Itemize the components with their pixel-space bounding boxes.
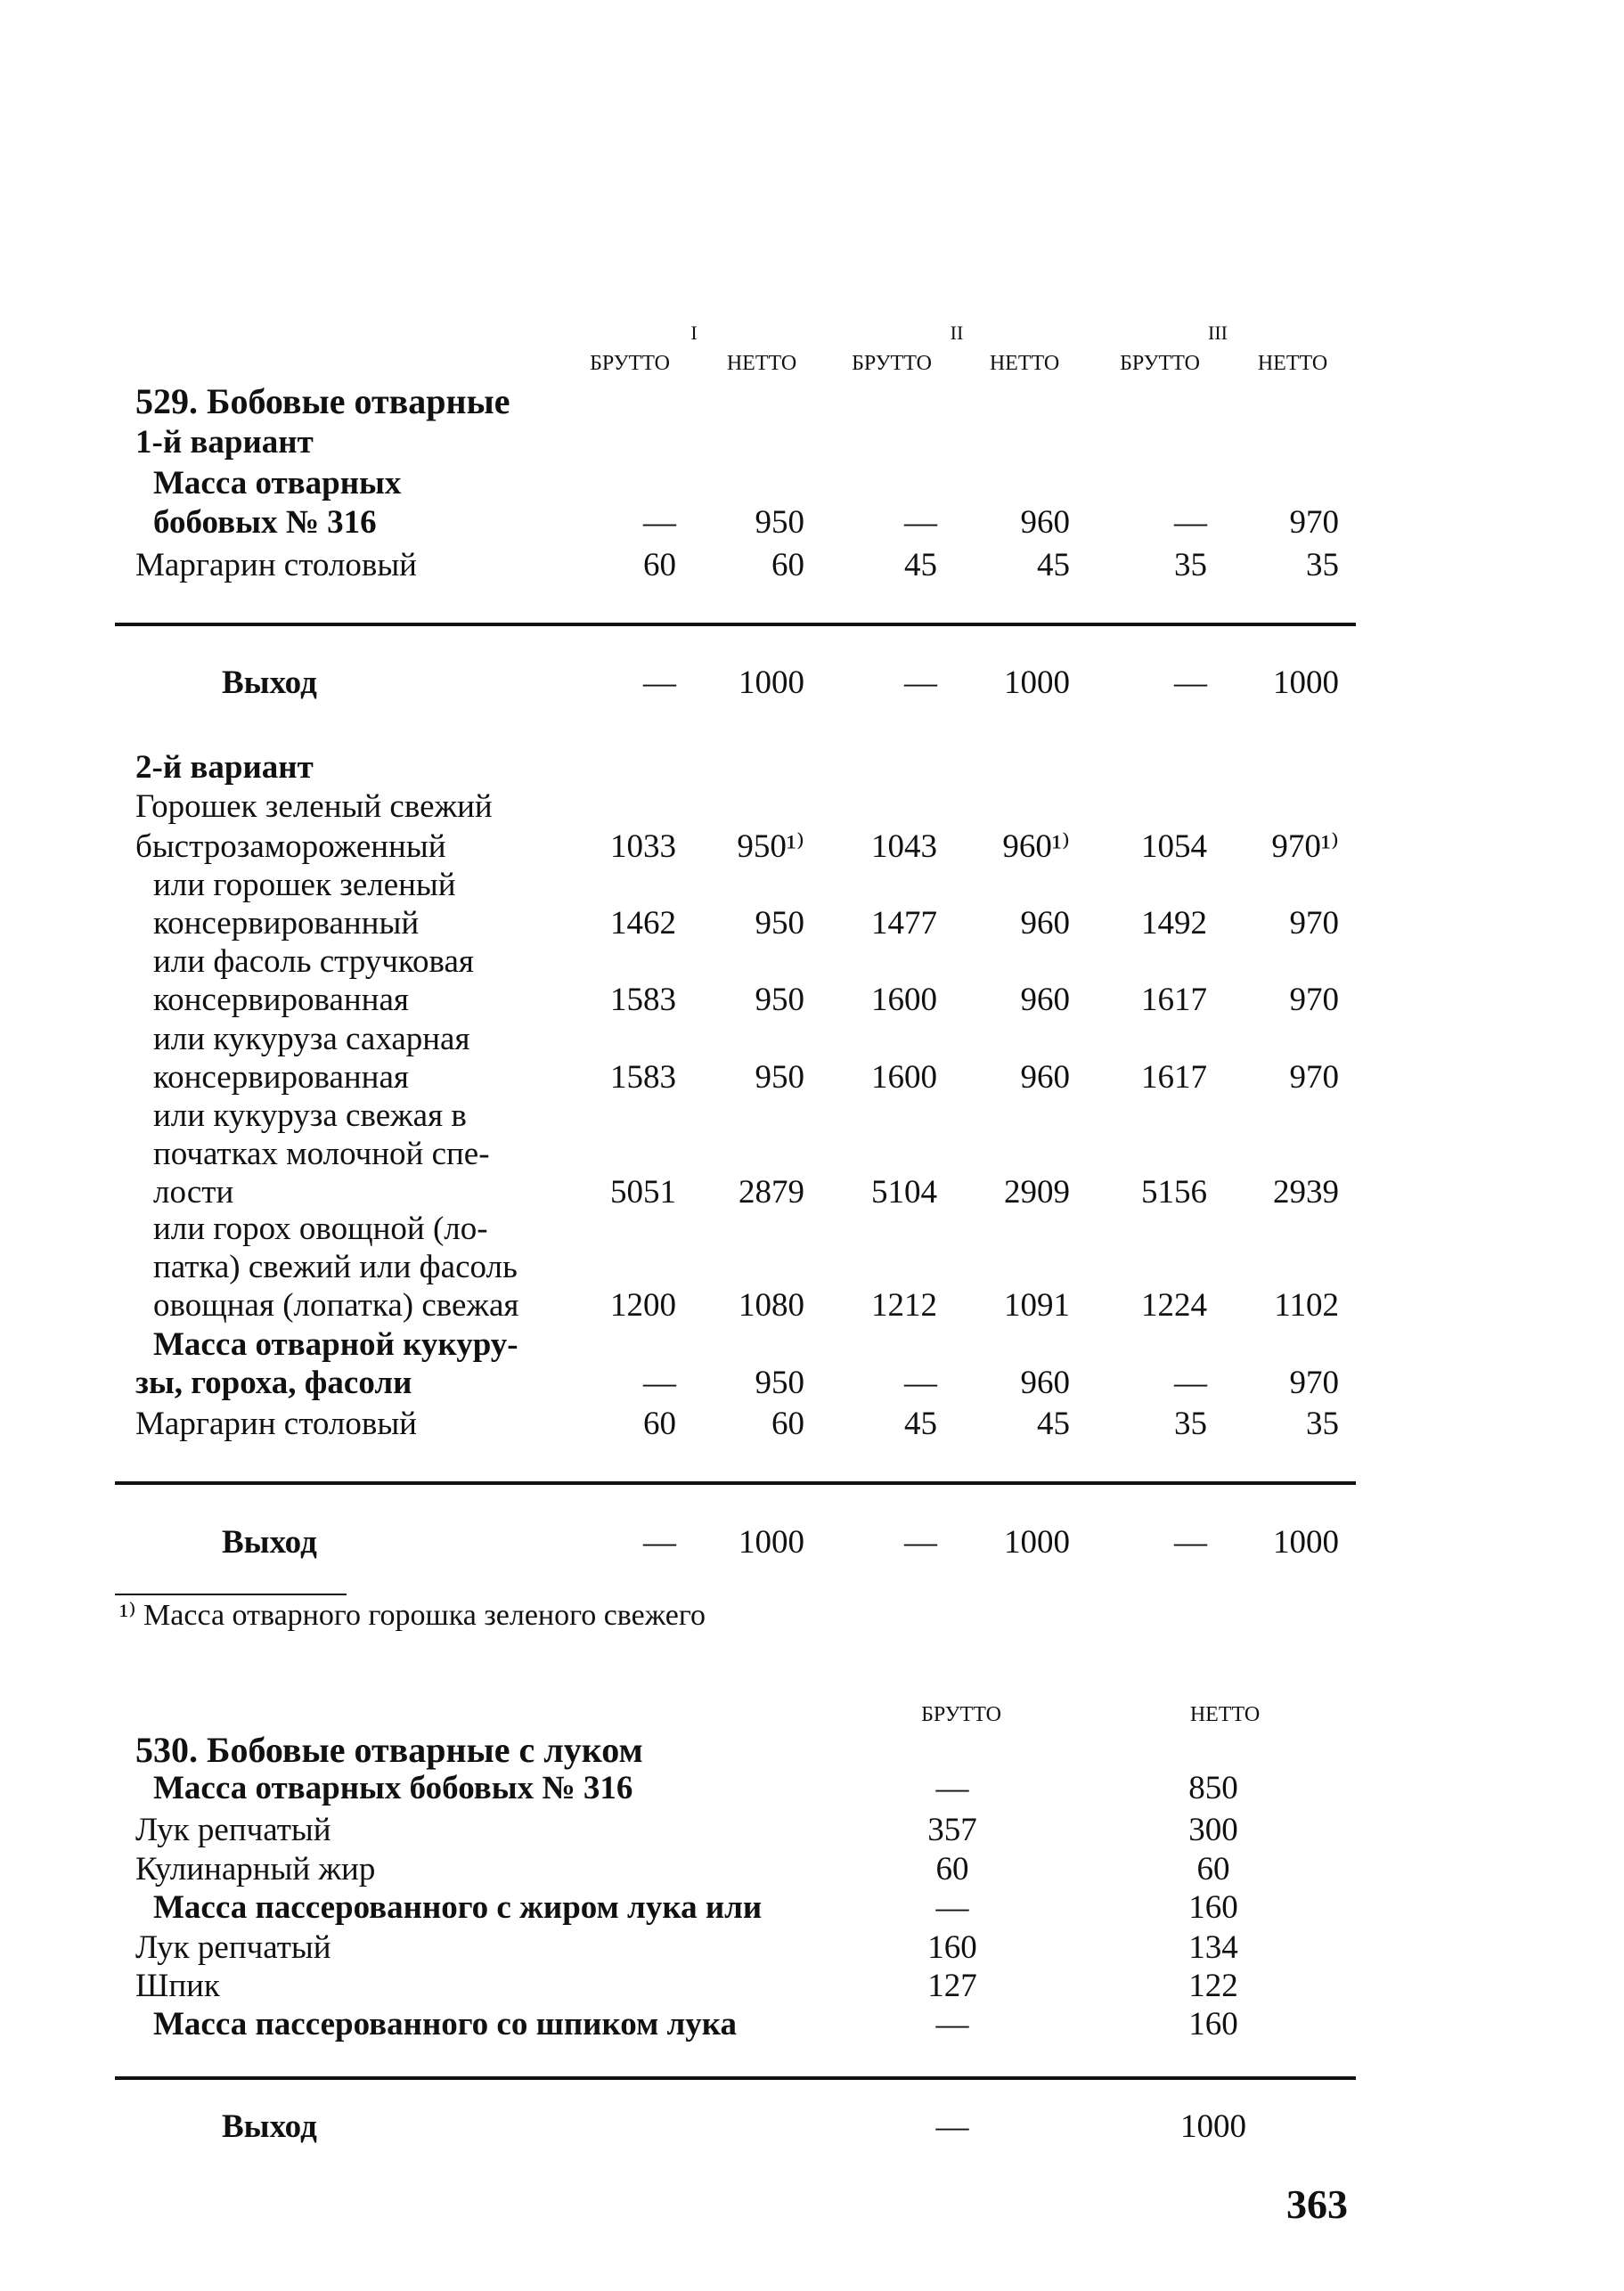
footnote: ¹⁾ Масса отварного горошка зеленого свежего (119, 1599, 706, 1632)
column-header: БРУТТО (921, 1703, 1001, 1726)
quantity-cell: 1600 (871, 1059, 937, 1096)
quantity-cell: 1477 (871, 905, 937, 942)
recipe-title: 529. Бобовые отварные (135, 381, 510, 421)
quantity-cell: 35 (1306, 547, 1339, 583)
quantity-cell: 960¹⁾ (1002, 828, 1070, 865)
quantity-cell: 2939 (1273, 1174, 1339, 1211)
ingredient-label: лости (153, 1174, 234, 1211)
quantity-cell: 1091 (1004, 1287, 1070, 1324)
quantity-cell: 60 (1196, 1851, 1230, 1887)
ingredient-label: початках молочной спе- (153, 1136, 490, 1172)
quantity-cell: 1043 (871, 828, 937, 865)
quantity-cell: 960 (1020, 504, 1070, 541)
quantity-cell: 1617 (1141, 1059, 1207, 1096)
column-group-header: I (690, 322, 698, 344)
quantity-cell: 45 (1037, 547, 1070, 583)
quantity-cell: 950¹⁾ (737, 828, 804, 865)
quantity-cell: — (935, 2006, 969, 2042)
ingredient-label: Масса отварной кукуру- (153, 1326, 518, 1363)
quantity-cell: 357 (927, 1812, 977, 1848)
ingredient-label: Маргарин столовый (135, 1406, 417, 1442)
ingredient-label: Масса пассерованного с жиром лука или (153, 1889, 763, 1926)
output-label: Выход (222, 664, 317, 701)
ingredient-label: консервированная (153, 982, 409, 1018)
ingredient-label: Маргарин столовый (135, 547, 417, 583)
quantity-cell: 45 (904, 1406, 937, 1442)
quantity-cell: 950 (755, 905, 804, 942)
quantity-cell: 970 (1289, 504, 1339, 541)
quantity-cell: 970¹⁾ (1271, 828, 1339, 865)
quantity-cell: 134 (1188, 1929, 1238, 1966)
quantity-cell: 45 (904, 547, 937, 583)
ingredient-label: консервированная (153, 1059, 409, 1096)
quantity-cell: — (935, 2108, 969, 2145)
quantity-cell: 960 (1020, 1365, 1070, 1401)
column-group-header: II (950, 322, 964, 344)
ingredient-label: быстрозамороженный (135, 828, 446, 865)
quantity-cell: 35 (1306, 1406, 1339, 1442)
quantity-cell: 1583 (610, 1059, 676, 1096)
quantity-cell: 60 (643, 547, 676, 583)
ingredient-label: Кулинарный жир (135, 1851, 376, 1887)
column-header: НЕТТО (1257, 352, 1328, 375)
ingredient-label: овощная (лопатка) свежая (153, 1287, 519, 1324)
ingredient-label: или горошек зеленый (153, 867, 456, 903)
quantity-cell: 1033 (610, 828, 676, 865)
column-header: БРУТТО (1120, 352, 1200, 375)
ingredient-label: Горошек зеленый свежий (135, 788, 493, 825)
quantity-cell: 1000 (1273, 1524, 1339, 1561)
quantity-cell: 300 (1188, 1812, 1238, 1848)
column-header: БРУТТО (852, 352, 932, 375)
quantity-cell: 5104 (871, 1174, 937, 1211)
ingredient-label: Лук репчатый (135, 1812, 331, 1848)
ingredient-label: или горох овощной (ло- (153, 1211, 488, 1247)
quantity-cell: 2909 (1004, 1174, 1070, 1211)
quantity-cell: 1600 (871, 982, 937, 1018)
page-number: 363 (1286, 2181, 1348, 2227)
quantity-cell: 950 (755, 1059, 804, 1096)
quantity-cell: 1200 (610, 1287, 676, 1324)
quantity-cell: — (1174, 504, 1207, 541)
quantity-cell: 35 (1174, 1406, 1207, 1442)
quantity-cell: 1583 (610, 982, 676, 1018)
section-rule (115, 623, 1356, 626)
quantity-cell: 970 (1289, 1365, 1339, 1401)
quantity-cell: 950 (755, 1365, 804, 1401)
quantity-cell: 1462 (610, 905, 676, 942)
ingredient-label: Масса отварных бобовых № 316 (153, 1770, 633, 1806)
ingredient-label: или фасоль стручковая (153, 943, 474, 980)
column-header: НЕТТО (989, 352, 1060, 375)
quantity-cell: 960 (1020, 982, 1070, 1018)
ingredient-label: Масса отварных (153, 465, 402, 501)
quantity-cell: — (1174, 1524, 1207, 1561)
quantity-cell: 960 (1020, 1059, 1070, 1096)
quantity-cell: — (935, 1770, 969, 1806)
output-label: Выход (222, 2108, 317, 2145)
quantity-cell: — (643, 1365, 676, 1401)
quantity-cell: 60 (771, 547, 804, 583)
quantity-cell: 60 (643, 1406, 676, 1442)
quantity-cell: 1054 (1141, 828, 1207, 865)
ingredient-label: консервированный (153, 905, 420, 942)
quantity-cell: — (643, 1524, 676, 1561)
quantity-cell: 960 (1020, 905, 1070, 942)
quantity-cell: 1492 (1141, 905, 1207, 942)
quantity-cell: — (904, 1365, 937, 1401)
quantity-cell: 160 (1188, 2006, 1238, 2042)
quantity-cell: 1224 (1141, 1287, 1207, 1324)
ingredient-label: или кукуруза сахарная (153, 1021, 470, 1057)
recipe-title: 530. Бобовые отварные с луком (135, 1730, 643, 1770)
column-header: НЕТТО (1189, 1703, 1261, 1726)
ingredient-label: Шпик (135, 1968, 220, 2004)
quantity-cell: 1000 (1180, 2108, 1246, 2145)
quantity-cell: 1000 (1273, 664, 1339, 701)
quantity-cell: — (643, 664, 676, 701)
footnote-rule (115, 1594, 347, 1595)
ingredient-label: или кукуруза свежая в (153, 1097, 467, 1134)
quantity-cell: 970 (1289, 982, 1339, 1018)
section-rule (115, 1481, 1356, 1485)
quantity-cell: 122 (1188, 1968, 1238, 2004)
column-header: НЕТТО (726, 352, 797, 375)
ingredient-label: 1-й вариант (135, 424, 314, 461)
quantity-cell: 1080 (739, 1287, 804, 1324)
ingredient-label: Лук репчатый (135, 1929, 331, 1966)
ingredient-label: 2-й вариант (135, 749, 314, 786)
quantity-cell: 1000 (1004, 664, 1070, 701)
quantity-cell: 2879 (739, 1174, 804, 1211)
section-rule (115, 2076, 1356, 2080)
output-label: Выход (222, 1524, 317, 1561)
quantity-cell: — (1174, 1365, 1207, 1401)
quantity-cell: 127 (927, 1968, 977, 2004)
ingredient-label: зы, гороха, фасоли (135, 1365, 412, 1401)
quantity-cell: 5156 (1141, 1174, 1207, 1211)
ingredient-label: патка) свежий или фасоль (153, 1249, 518, 1285)
ingredient-label: бобовых № 316 (153, 504, 377, 541)
ingredient-label: Масса пассерованного со шпиком лука (153, 2006, 738, 2042)
quantity-cell: — (904, 504, 937, 541)
quantity-cell: 1212 (871, 1287, 937, 1324)
column-header: БРУТТО (590, 352, 670, 375)
quantity-cell: — (904, 1524, 937, 1561)
quantity-cell: 970 (1289, 905, 1339, 942)
quantity-cell: 1000 (1004, 1524, 1070, 1561)
quantity-cell: 970 (1289, 1059, 1339, 1096)
quantity-cell: 5051 (610, 1174, 676, 1211)
quantity-cell: 60 (935, 1851, 969, 1887)
quantity-cell: 45 (1037, 1406, 1070, 1442)
quantity-cell: 1000 (739, 664, 804, 701)
quantity-cell: 60 (771, 1406, 804, 1442)
quantity-cell: 1000 (739, 1524, 804, 1561)
quantity-cell: 1102 (1274, 1287, 1339, 1324)
quantity-cell: 850 (1188, 1770, 1238, 1806)
quantity-cell: 950 (755, 982, 804, 1018)
quantity-cell: 160 (927, 1929, 977, 1966)
quantity-cell: — (935, 1889, 969, 1926)
quantity-cell: 1617 (1141, 982, 1207, 1018)
quantity-cell: 35 (1174, 547, 1207, 583)
quantity-cell: — (904, 664, 937, 701)
quantity-cell: 950 (755, 504, 804, 541)
quantity-cell: — (643, 504, 676, 541)
quantity-cell: 160 (1188, 1889, 1238, 1926)
column-group-header: III (1208, 322, 1228, 344)
quantity-cell: — (1174, 664, 1207, 701)
